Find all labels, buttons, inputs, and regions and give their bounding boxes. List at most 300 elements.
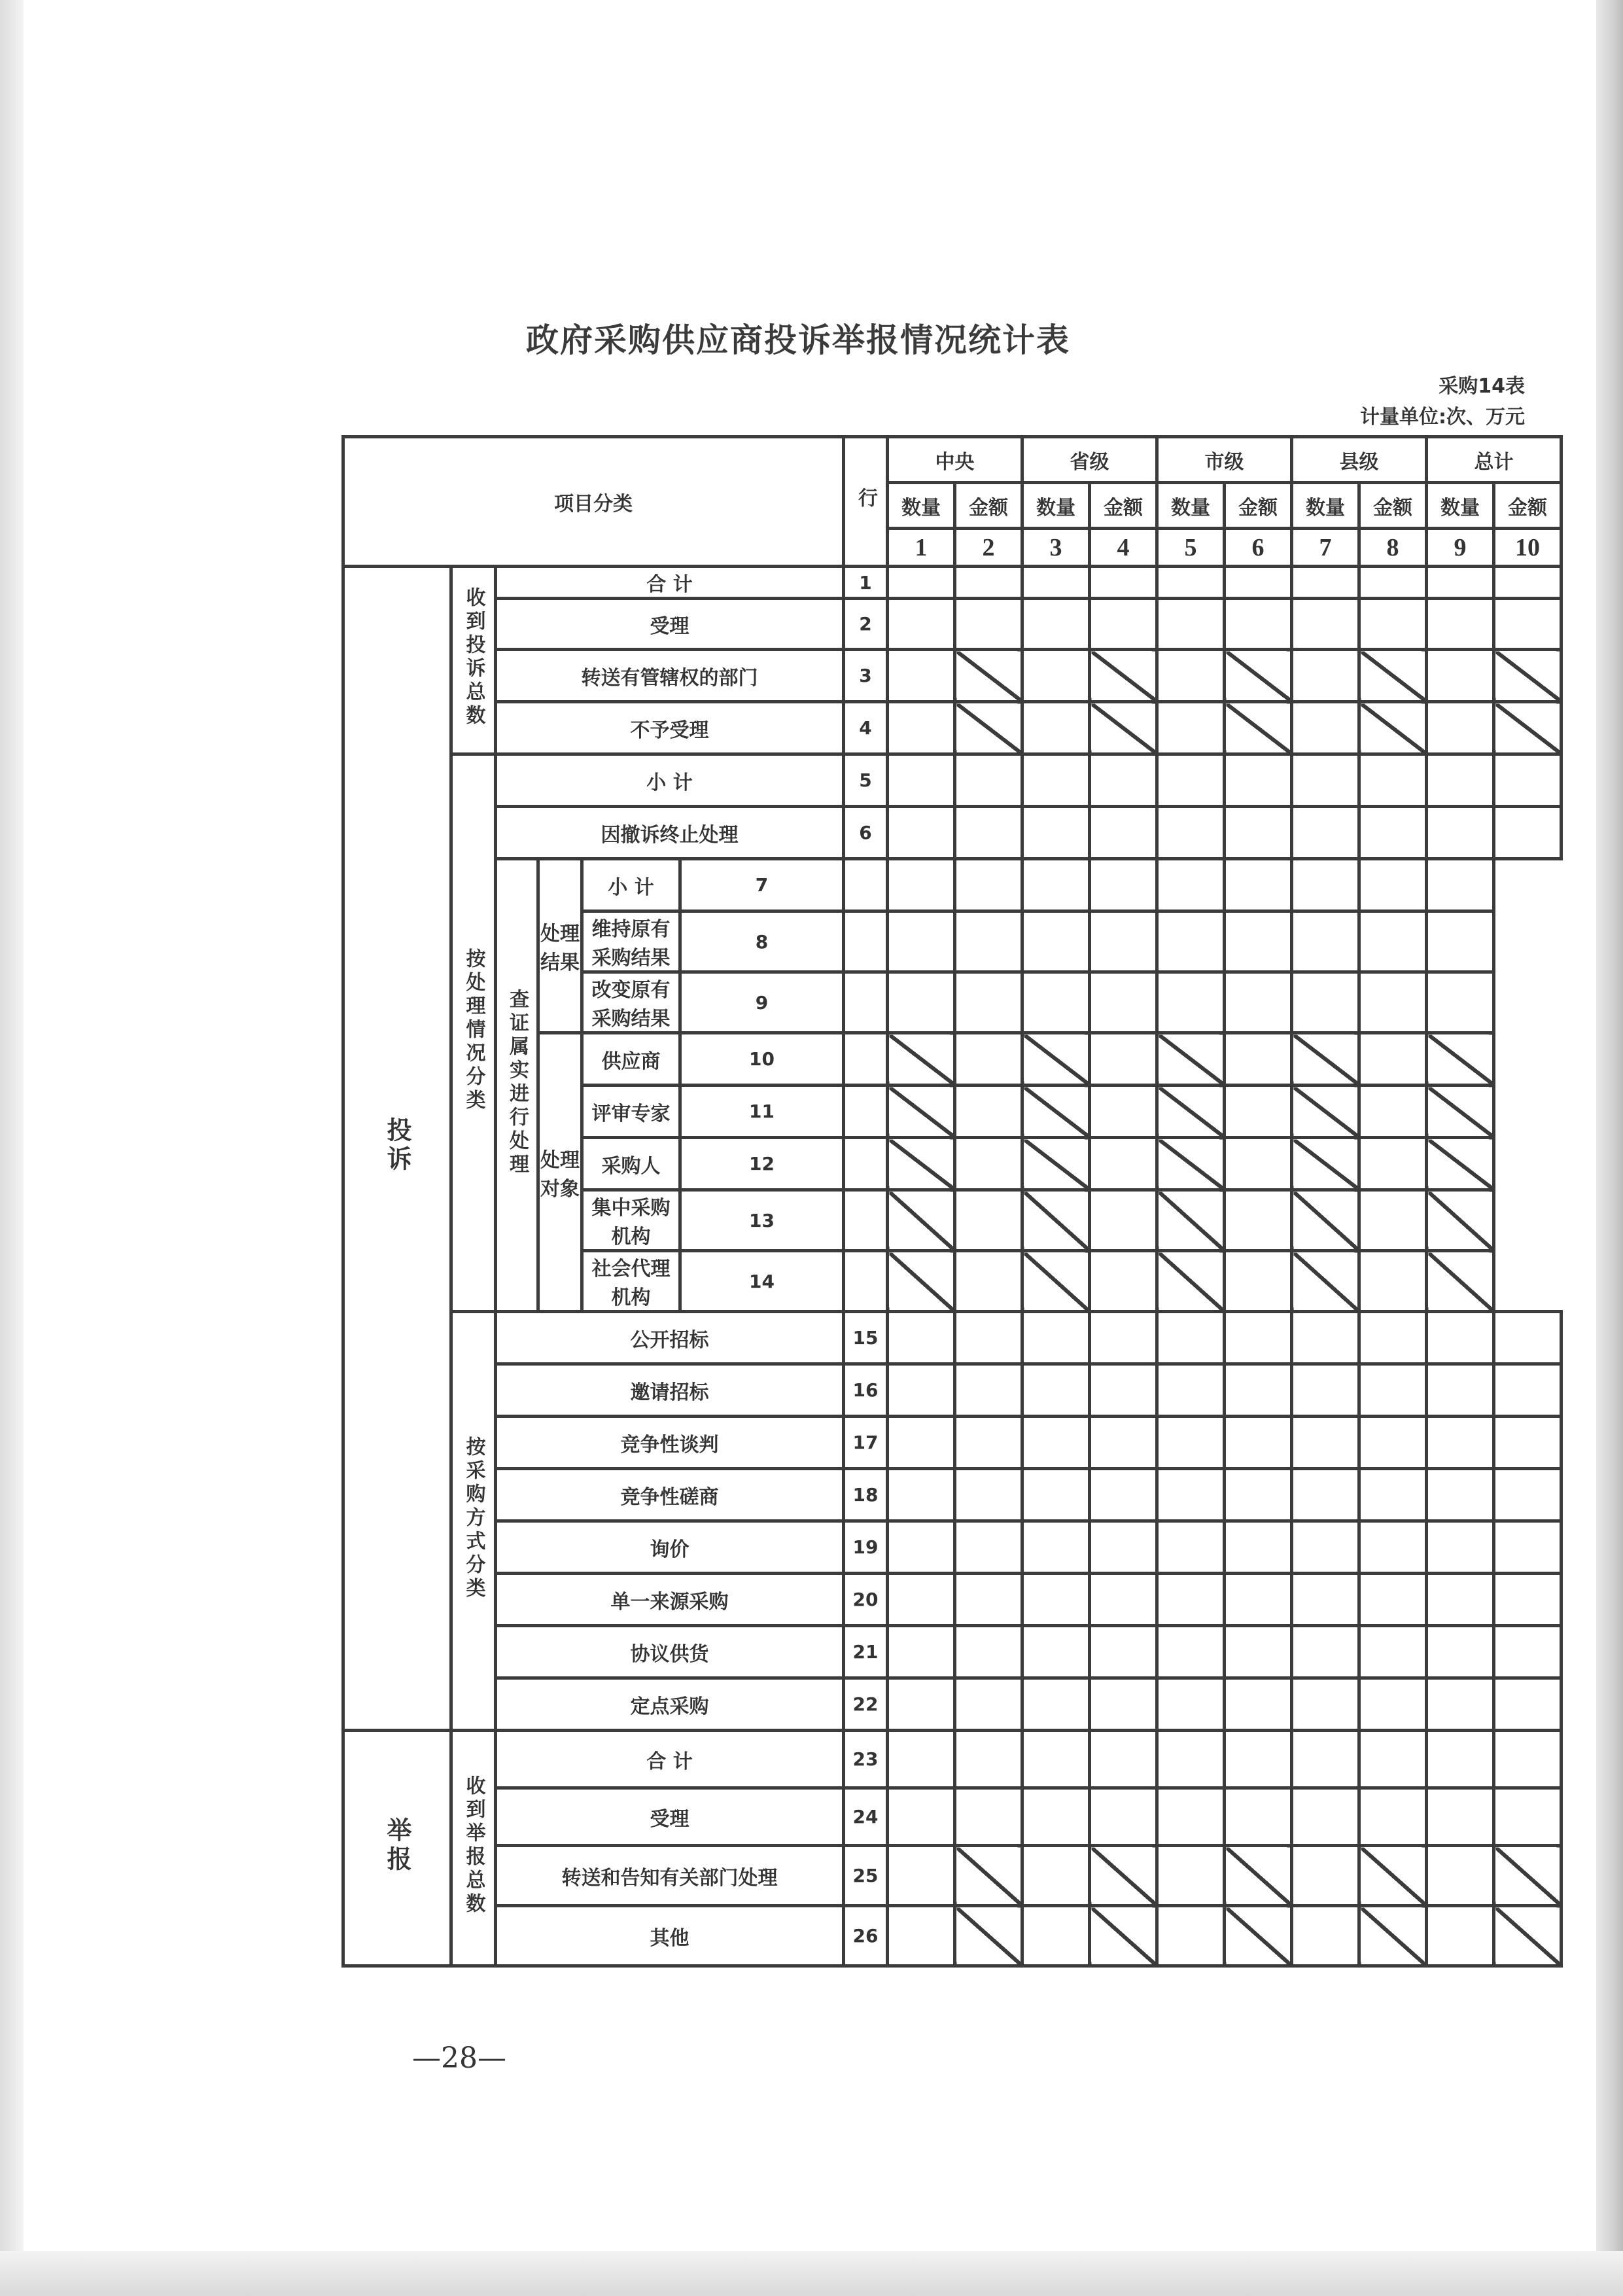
amount-cell[interactable] <box>1090 1788 1157 1846</box>
amount-cell[interactable] <box>1090 1678 1157 1731</box>
quantity-cell[interactable] <box>1427 1731 1494 1788</box>
quantity-cell[interactable] <box>1157 1521 1225 1574</box>
quantity-cell[interactable] <box>1022 1678 1090 1731</box>
amount-cell[interactable] <box>1225 1312 1292 1364</box>
quantity-cell[interactable] <box>955 1033 1022 1086</box>
quantity-cell[interactable] <box>888 1364 955 1417</box>
amount-cell[interactable] <box>1090 599 1157 650</box>
table-row <box>343 1417 1562 1469</box>
quantity-cell[interactable] <box>1427 1364 1494 1417</box>
row-label: 小 计 <box>582 859 680 911</box>
quantity-cell[interactable] <box>1022 1626 1090 1678</box>
quantity-cell[interactable] <box>1157 599 1225 650</box>
table-row <box>343 1788 1562 1846</box>
quantity-cell[interactable] <box>1359 972 1427 1033</box>
quantity-cell[interactable] <box>1157 1417 1225 1469</box>
not-applicable-cell <box>888 1251 955 1312</box>
table-row <box>343 599 1562 650</box>
amount-cell[interactable] <box>1494 599 1562 650</box>
amount-cell[interactable] <box>1225 1788 1292 1846</box>
amount-cell[interactable] <box>1225 599 1292 650</box>
not-applicable-cell <box>1359 702 1427 754</box>
quantity-cell[interactable] <box>1225 1138 1292 1190</box>
amount-cell[interactable] <box>1359 807 1427 859</box>
row-label: 受理 <box>496 599 844 650</box>
quantity-cell[interactable] <box>1090 972 1157 1033</box>
quantity-cell[interactable] <box>1292 1469 1359 1521</box>
quantity-cell[interactable] <box>888 567 955 599</box>
quantity-cell[interactable] <box>1359 1138 1427 1190</box>
amount-cell[interactable] <box>1090 1469 1157 1521</box>
row-label: 合 计 <box>496 567 844 599</box>
quantity-cell[interactable] <box>1225 972 1292 1033</box>
quantity-cell[interactable] <box>844 859 888 911</box>
quantity-cell[interactable] <box>1292 1417 1359 1469</box>
not-applicable-cell <box>1022 1033 1090 1086</box>
quantity-cell[interactable] <box>1157 1364 1225 1417</box>
amount-cell[interactable] <box>1494 1417 1562 1469</box>
row-number: 19 <box>844 1521 888 1574</box>
amount-cell[interactable] <box>1292 972 1359 1033</box>
quantity-cell[interactable] <box>955 972 1022 1033</box>
quantity-cell[interactable] <box>844 1086 888 1138</box>
row-number: 22 <box>844 1678 888 1731</box>
quantity-cell[interactable] <box>1022 1574 1090 1626</box>
amount-cell[interactable] <box>1225 1626 1292 1678</box>
amount-cell[interactable] <box>1022 972 1090 1033</box>
row-label: 邀请招标 <box>496 1364 844 1417</box>
quantity-cell[interactable] <box>888 1417 955 1469</box>
amount-cell[interactable] <box>1157 972 1225 1033</box>
amount-cell[interactable] <box>955 1731 1022 1788</box>
quantity-cell[interactable] <box>844 1251 888 1312</box>
quantity-cell[interactable] <box>1157 1906 1225 1966</box>
header-row-levels <box>343 437 1562 483</box>
quantity-cell[interactable] <box>1427 1626 1494 1678</box>
row-label: 受理 <box>496 1788 844 1846</box>
quantity-cell[interactable] <box>1292 1574 1359 1626</box>
quantity-cell[interactable] <box>1427 567 1494 599</box>
amount-cell[interactable] <box>1359 1417 1427 1469</box>
amount-cell[interactable] <box>1090 1312 1157 1364</box>
quantity-cell[interactable] <box>888 1731 955 1788</box>
table-row <box>343 1846 1562 1906</box>
amount-cell[interactable] <box>1494 1788 1562 1846</box>
quantity-cell[interactable] <box>955 1138 1022 1190</box>
amount-cell[interactable] <box>1090 1626 1157 1678</box>
amount-cell[interactable] <box>955 1521 1022 1574</box>
quantity-cell[interactable] <box>1022 1364 1090 1417</box>
quantity-cell[interactable] <box>1157 702 1225 754</box>
quantity-cell[interactable] <box>1090 1190 1157 1251</box>
quantity-cell[interactable] <box>1022 1846 1090 1906</box>
quantity-cell[interactable] <box>1225 911 1292 972</box>
form-number: 采购14表 <box>1439 375 1525 398</box>
measurement-unit: 计量单位:次、万元 <box>1360 406 1525 429</box>
amount-cell[interactable] <box>1090 1731 1157 1788</box>
qty-header: 数量 <box>1292 483 1359 529</box>
amount-cell[interactable] <box>888 911 955 972</box>
quantity-cell[interactable] <box>888 1626 955 1678</box>
amount-cell[interactable] <box>1494 1731 1562 1788</box>
quantity-cell[interactable] <box>888 1312 955 1364</box>
quantity-cell[interactable] <box>1427 1312 1494 1364</box>
quantity-cell[interactable] <box>1427 1846 1494 1906</box>
quantity-cell[interactable] <box>1022 599 1090 650</box>
amount-cell[interactable] <box>1359 1521 1427 1574</box>
amount-cell[interactable] <box>955 754 1022 807</box>
quantity-cell[interactable] <box>888 1574 955 1626</box>
quantity-cell[interactable] <box>1427 702 1494 754</box>
quantity-cell[interactable] <box>1292 754 1359 807</box>
row-label: 合 计 <box>496 1731 844 1788</box>
not-applicable-cell <box>1090 650 1157 702</box>
quantity-cell[interactable] <box>1090 1251 1157 1312</box>
amount-cell[interactable] <box>1494 1521 1562 1574</box>
amount-cell[interactable] <box>1225 567 1292 599</box>
quantity-cell[interactable] <box>1022 1417 1090 1469</box>
quantity-cell[interactable] <box>888 1521 955 1574</box>
quantity-cell[interactable] <box>1157 1574 1225 1626</box>
amount-cell[interactable] <box>1022 911 1090 972</box>
amount-cell[interactable] <box>955 1574 1022 1626</box>
not-applicable-cell <box>1494 702 1562 754</box>
amount-cell[interactable] <box>1022 859 1090 911</box>
group-by-method: 按采购方式分类 <box>451 1312 496 1731</box>
quantity-cell[interactable] <box>1022 1312 1090 1364</box>
quantity-cell[interactable] <box>1427 1469 1494 1521</box>
quantity-cell[interactable] <box>888 1469 955 1521</box>
quantity-cell[interactable] <box>955 911 1022 972</box>
amount-cell[interactable] <box>1225 807 1292 859</box>
amount-cell[interactable] <box>1225 1364 1292 1417</box>
col-number: 8 <box>1359 529 1427 567</box>
quantity-cell[interactable] <box>1292 1364 1359 1417</box>
quantity-cell[interactable] <box>1090 1086 1157 1138</box>
row-label: 供应商 <box>582 1033 680 1086</box>
amount-cell[interactable] <box>955 599 1022 650</box>
quantity-cell[interactable] <box>1292 1906 1359 1966</box>
row-number: 20 <box>844 1574 888 1626</box>
quantity-cell[interactable] <box>1292 1788 1359 1846</box>
quantity-cell[interactable] <box>1427 1574 1494 1626</box>
quantity-cell[interactable] <box>1022 1788 1090 1846</box>
quantity-cell[interactable] <box>888 1678 955 1731</box>
not-applicable-cell <box>888 1086 955 1138</box>
amount-cell[interactable] <box>1359 1678 1427 1731</box>
quantity-cell[interactable] <box>1225 1033 1292 1086</box>
amount-cell[interactable] <box>955 567 1022 599</box>
quantity-cell[interactable] <box>1022 650 1090 702</box>
quantity-cell[interactable] <box>1292 807 1359 859</box>
row-number: 10 <box>680 1033 844 1086</box>
table-row <box>343 1521 1562 1574</box>
amount-cell[interactable] <box>955 1626 1022 1678</box>
amount-cell[interactable] <box>1225 1731 1292 1788</box>
quantity-cell[interactable] <box>1157 1678 1225 1731</box>
not-applicable-cell <box>1292 1251 1359 1312</box>
quantity-cell[interactable] <box>1090 1033 1157 1086</box>
table-row <box>343 1678 1562 1731</box>
not-applicable-cell <box>1225 650 1292 702</box>
quantity-cell[interactable] <box>1225 1251 1292 1312</box>
not-applicable-cell <box>1292 1033 1359 1086</box>
quantity-cell[interactable] <box>1292 1521 1359 1574</box>
quantity-cell[interactable] <box>1427 807 1494 859</box>
quantity-cell[interactable] <box>1157 1469 1225 1521</box>
quantity-cell[interactable] <box>1157 567 1225 599</box>
table-row <box>343 702 1562 754</box>
amount-cell[interactable] <box>955 1469 1022 1521</box>
not-applicable-cell <box>1022 1086 1090 1138</box>
group-received-reports: 收到举报总数 <box>451 1731 496 1966</box>
not-applicable-cell <box>1157 1190 1225 1251</box>
quantity-cell[interactable] <box>888 650 955 702</box>
quantity-cell[interactable] <box>1090 1138 1157 1190</box>
quantity-cell[interactable] <box>844 911 888 972</box>
amount-cell[interactable] <box>1427 972 1494 1033</box>
row-label: 公开招标 <box>496 1312 844 1364</box>
not-applicable-cell <box>1427 1086 1494 1138</box>
row-label: 询价 <box>496 1521 844 1574</box>
quantity-cell[interactable] <box>1157 1312 1225 1364</box>
amount-cell[interactable] <box>1359 1469 1427 1521</box>
quantity-cell[interactable] <box>1292 1312 1359 1364</box>
not-applicable-cell <box>1494 650 1562 702</box>
amount-cell[interactable] <box>1225 1678 1292 1731</box>
row-number: 18 <box>844 1469 888 1521</box>
amount-cell[interactable] <box>1090 1574 1157 1626</box>
quantity-cell[interactable] <box>1022 807 1090 859</box>
quantity-cell[interactable] <box>1022 1521 1090 1574</box>
quantity-cell[interactable] <box>1022 567 1090 599</box>
paper-edge-left <box>0 0 24 2296</box>
quantity-cell[interactable] <box>1359 1086 1427 1138</box>
amount-cell[interactable] <box>1494 807 1562 859</box>
level-provincial: 省级 <box>1022 437 1157 483</box>
quantity-cell[interactable] <box>844 1190 888 1251</box>
amount-cell[interactable] <box>955 1788 1022 1846</box>
amount-cell[interactable] <box>1225 1574 1292 1626</box>
group-complaint: 投诉 <box>343 567 451 1731</box>
not-applicable-cell <box>1427 1190 1494 1251</box>
row-label: 改变原有采购结果 <box>582 972 680 1033</box>
quantity-cell[interactable] <box>888 702 955 754</box>
quantity-cell[interactable] <box>1022 1469 1090 1521</box>
amount-cell[interactable] <box>1359 1312 1427 1364</box>
quantity-cell[interactable] <box>1427 650 1494 702</box>
not-applicable-cell <box>1292 1190 1359 1251</box>
statistics-table <box>341 435 1563 1968</box>
group-by-processing: 按处理情况分类 <box>451 754 496 1312</box>
not-applicable-cell <box>1022 1190 1090 1251</box>
amount-header: 金额 <box>1225 483 1292 529</box>
quantity-cell[interactable] <box>1427 1906 1494 1966</box>
amount-cell[interactable] <box>1225 754 1292 807</box>
quantity-cell[interactable] <box>955 1190 1022 1251</box>
quantity-cell[interactable] <box>955 1086 1022 1138</box>
quantity-cell[interactable] <box>1292 1678 1359 1731</box>
quantity-cell[interactable] <box>1427 1417 1494 1469</box>
amount-cell[interactable] <box>1494 1364 1562 1417</box>
not-applicable-cell <box>955 1846 1022 1906</box>
quantity-cell[interactable] <box>1157 1626 1225 1678</box>
table-row <box>343 859 1562 911</box>
not-applicable-cell <box>1427 1033 1494 1086</box>
amount-cell[interactable] <box>1090 1521 1157 1574</box>
amount-cell[interactable] <box>1359 1364 1427 1417</box>
amount-cell[interactable] <box>1090 567 1157 599</box>
col-number: 7 <box>1292 529 1359 567</box>
quantity-cell[interactable] <box>1427 1521 1494 1574</box>
quantity-cell[interactable] <box>888 754 955 807</box>
level-county: 县级 <box>1292 437 1427 483</box>
quantity-cell[interactable] <box>888 599 955 650</box>
quantity-cell[interactable] <box>1022 702 1090 754</box>
amount-cell[interactable] <box>1494 1312 1562 1364</box>
quantity-cell[interactable] <box>1157 807 1225 859</box>
row-label: 单一来源采购 <box>496 1574 844 1626</box>
amount-cell[interactable] <box>1359 1731 1427 1788</box>
amount-cell[interactable] <box>955 1312 1022 1364</box>
table-row <box>343 1906 1562 1966</box>
not-applicable-cell <box>1157 1086 1225 1138</box>
not-applicable-cell <box>955 702 1022 754</box>
document-title: 政府采购供应商投诉举报情况统计表 <box>526 321 1070 359</box>
quantity-cell[interactable] <box>1022 1906 1090 1966</box>
row-number: 4 <box>844 702 888 754</box>
amount-cell[interactable] <box>955 1364 1022 1417</box>
quantity-cell[interactable] <box>1090 859 1157 911</box>
quantity-cell[interactable] <box>1292 702 1359 754</box>
group-object: 处理对象 <box>538 1033 582 1312</box>
amount-cell[interactable] <box>1359 599 1427 650</box>
not-applicable-cell <box>1022 1251 1090 1312</box>
quantity-cell[interactable] <box>1157 754 1225 807</box>
amount-cell[interactable] <box>1359 567 1427 599</box>
quantity-cell[interactable] <box>1427 754 1494 807</box>
quantity-cell[interactable] <box>1225 1086 1292 1138</box>
amount-cell[interactable] <box>1292 911 1359 972</box>
qty-header: 数量 <box>1022 483 1090 529</box>
not-applicable-cell <box>1225 702 1292 754</box>
quantity-cell[interactable] <box>844 1138 888 1190</box>
quantity-cell[interactable] <box>1157 1788 1225 1846</box>
row-number: 1 <box>844 567 888 599</box>
quantity-cell[interactable] <box>1157 650 1225 702</box>
amount-cell[interactable] <box>1494 1678 1562 1731</box>
quantity-cell[interactable] <box>888 807 955 859</box>
group-report: 举报 <box>343 1731 451 1966</box>
row-number: 11 <box>680 1086 844 1138</box>
quantity-cell[interactable] <box>1225 1190 1292 1251</box>
amount-header: 金额 <box>1090 483 1157 529</box>
not-applicable-cell <box>888 1033 955 1086</box>
amount-cell[interactable] <box>1225 1417 1292 1469</box>
quantity-cell[interactable] <box>1292 1626 1359 1678</box>
row-label: 定点采购 <box>496 1678 844 1731</box>
not-applicable-cell <box>1090 702 1157 754</box>
quantity-cell[interactable] <box>844 972 888 1033</box>
amount-cell[interactable] <box>1359 1574 1427 1626</box>
quantity-cell[interactable] <box>1359 911 1427 972</box>
amount-cell[interactable] <box>1090 1364 1157 1417</box>
not-applicable-cell <box>1090 1846 1157 1906</box>
amount-cell[interactable] <box>1359 754 1427 807</box>
amount-cell[interactable] <box>1494 754 1562 807</box>
amount-cell[interactable] <box>1494 1574 1562 1626</box>
quantity-cell[interactable] <box>1157 1731 1225 1788</box>
quantity-cell[interactable] <box>1427 599 1494 650</box>
amount-cell[interactable] <box>1359 1788 1427 1846</box>
amount-cell[interactable] <box>955 807 1022 859</box>
quantity-cell[interactable] <box>1022 1731 1090 1788</box>
quantity-cell[interactable] <box>1090 911 1157 972</box>
quantity-cell[interactable] <box>1359 859 1427 911</box>
row-number: 25 <box>844 1846 888 1906</box>
quantity-cell[interactable] <box>1157 1846 1225 1906</box>
quantity-cell[interactable] <box>1359 1190 1427 1251</box>
quantity-cell[interactable] <box>1292 1846 1359 1906</box>
quantity-cell[interactable] <box>888 1846 955 1906</box>
amount-cell[interactable] <box>1090 1417 1157 1469</box>
amount-cell[interactable] <box>955 1678 1022 1731</box>
table-row <box>343 1574 1562 1626</box>
quantity-cell[interactable] <box>888 1906 955 1966</box>
not-applicable-cell <box>1225 1846 1292 1906</box>
row-number: 26 <box>844 1906 888 1966</box>
not-applicable-cell <box>1359 1846 1427 1906</box>
amount-cell[interactable] <box>888 972 955 1033</box>
quantity-cell[interactable] <box>1292 650 1359 702</box>
paper-edge-bottom <box>0 2251 1623 2296</box>
amount-cell[interactable] <box>1225 1521 1292 1574</box>
amount-cell[interactable] <box>1225 1469 1292 1521</box>
amount-cell[interactable] <box>1157 859 1225 911</box>
group-result: 处理结果 <box>538 859 582 1033</box>
amount-cell[interactable] <box>1090 754 1157 807</box>
quantity-cell[interactable] <box>955 1251 1022 1312</box>
quantity-cell[interactable] <box>1427 1678 1494 1731</box>
quantity-cell[interactable] <box>844 1033 888 1086</box>
amount-cell[interactable] <box>1494 567 1562 599</box>
quantity-cell[interactable] <box>1292 567 1359 599</box>
amount-cell[interactable] <box>1427 911 1494 972</box>
quantity-cell[interactable] <box>1359 1033 1427 1086</box>
quantity-cell[interactable] <box>1292 599 1359 650</box>
row-number: 7 <box>680 859 844 911</box>
quantity-cell[interactable] <box>1225 859 1292 911</box>
quantity-cell[interactable] <box>1292 1731 1359 1788</box>
amount-cell[interactable] <box>888 859 955 911</box>
amount-cell[interactable] <box>1359 1626 1427 1678</box>
quantity-cell[interactable] <box>1359 1251 1427 1312</box>
col-number: 1 <box>888 529 955 567</box>
amount-cell[interactable] <box>1157 911 1225 972</box>
col-number: 4 <box>1090 529 1157 567</box>
amount-cell[interactable] <box>1427 859 1494 911</box>
amount-cell[interactable] <box>1494 1469 1562 1521</box>
amount-cell[interactable] <box>955 1417 1022 1469</box>
amount-cell[interactable] <box>1494 1626 1562 1678</box>
quantity-cell[interactable] <box>1022 754 1090 807</box>
amount-cell[interactable] <box>1292 859 1359 911</box>
quantity-cell[interactable] <box>1427 1788 1494 1846</box>
quantity-cell[interactable] <box>888 1788 955 1846</box>
quantity-cell[interactable] <box>955 859 1022 911</box>
col-number: 10 <box>1494 529 1562 567</box>
amount-cell[interactable] <box>1090 807 1157 859</box>
